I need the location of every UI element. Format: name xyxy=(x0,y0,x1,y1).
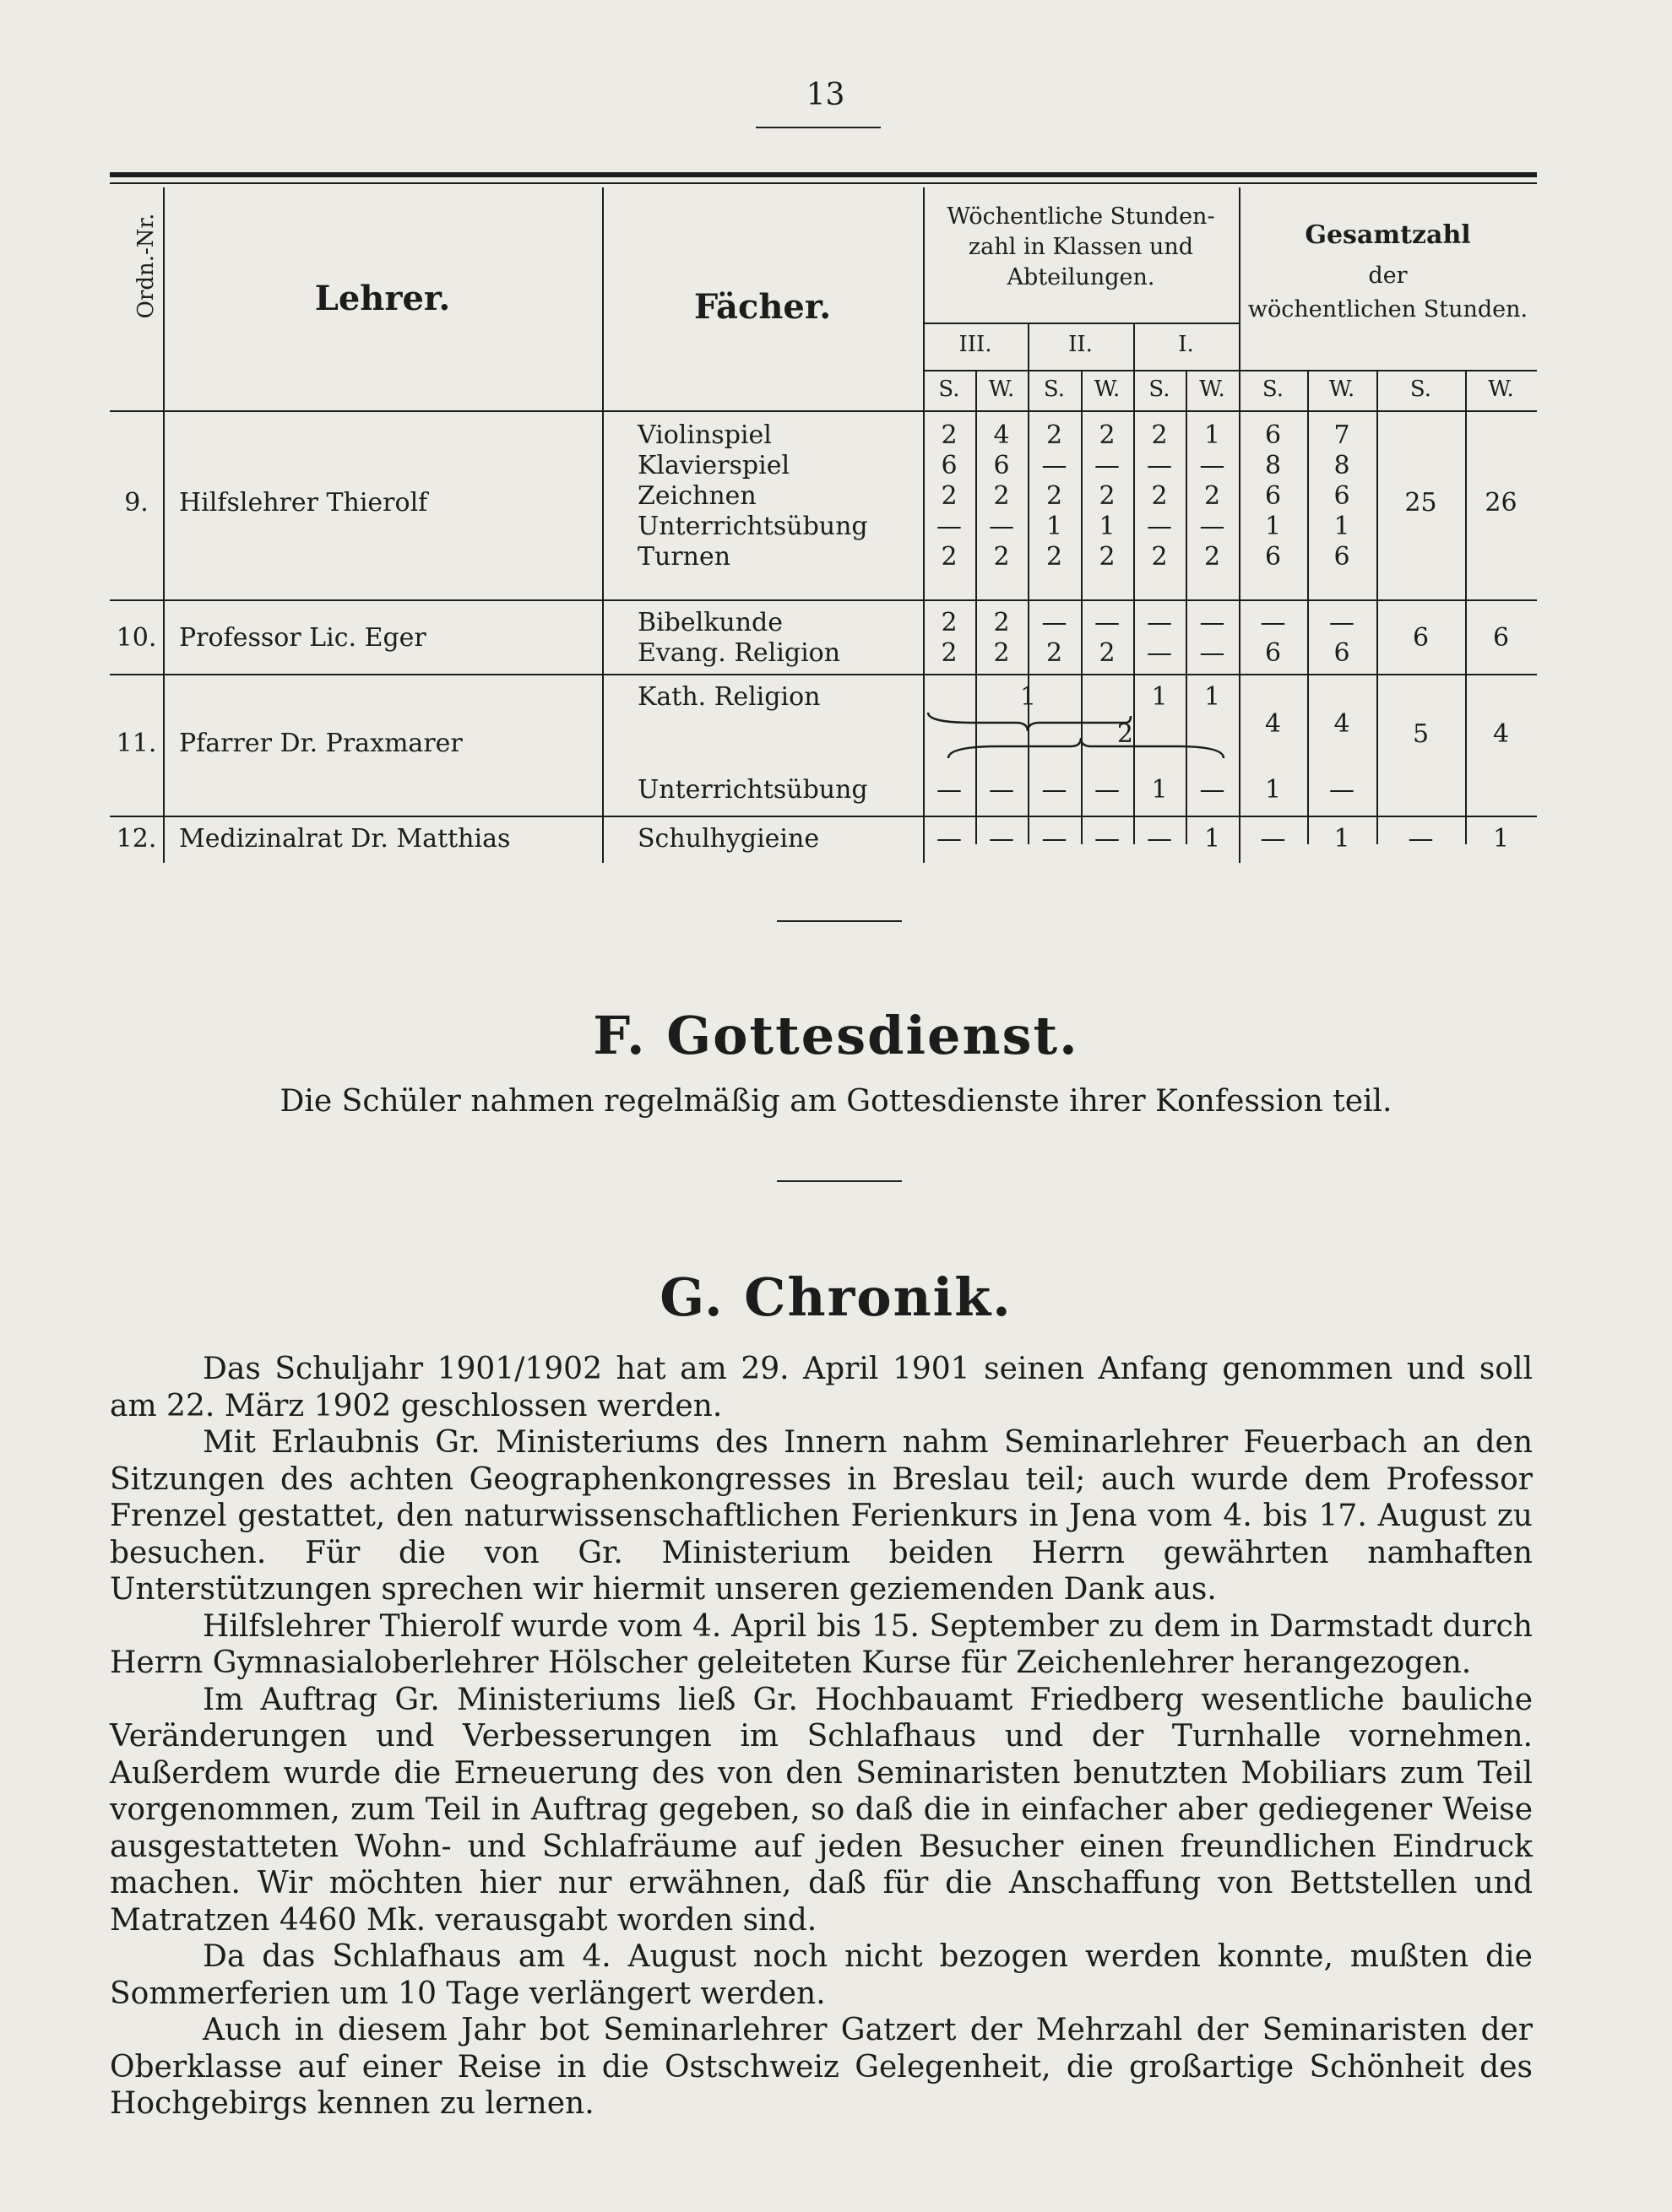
kath-i-w: 1 xyxy=(1203,682,1221,712)
hour-cell: — xyxy=(1199,512,1225,541)
sum-cell: 8 xyxy=(1333,451,1350,480)
hour-cell: 6 xyxy=(993,451,1010,480)
header-total-3: wöchentlichen Stunden. xyxy=(1247,296,1528,323)
sum-cell: 4 xyxy=(1333,709,1350,739)
row-subject: Klavierspiel xyxy=(638,451,790,480)
hour-cell: 2 xyxy=(1099,420,1116,450)
chronik-paragraph: Hilfslehrer Thierolf wurde vom 4. April bis 15. September zu dem in Darmstadt durch Herrn Gymnasialoberlehrer Hölscher geleiteten Kurse für Zeichenlehrer herangezogen. xyxy=(110,1608,1533,1680)
hour-cell: 1 xyxy=(1151,775,1168,805)
table-rule xyxy=(110,674,1537,675)
hour-cell: 6 xyxy=(941,451,958,480)
sum-cell: 6 xyxy=(1264,481,1282,511)
header-class-ii: II. xyxy=(1068,332,1093,357)
hour-cell: — xyxy=(1094,608,1120,637)
sum-cell: — xyxy=(1329,608,1354,637)
row-subject: Zeichnen xyxy=(638,481,757,511)
hour-cell: — xyxy=(1041,824,1067,854)
table-rule xyxy=(923,323,1239,324)
hour-cell: — xyxy=(936,512,962,541)
hour-cell: 1 xyxy=(1099,512,1116,541)
header-weekly-2: zahl in Klassen und xyxy=(968,234,1194,260)
chronik-text xyxy=(110,1351,1533,2123)
row-total-s: — xyxy=(1408,824,1434,854)
table-divider xyxy=(1376,370,1378,844)
hour-cell: 2 xyxy=(941,608,958,637)
header-w: W. xyxy=(1328,377,1355,402)
hour-cell: 2 xyxy=(993,542,1010,572)
hour-cell: 2 xyxy=(1151,481,1168,511)
row-number: 10. xyxy=(116,623,157,653)
row-total-w: 26 xyxy=(1485,488,1517,518)
sum-cell: — xyxy=(1260,608,1286,637)
hour-cell: 2 xyxy=(941,638,958,668)
sum-cell: 6 xyxy=(1264,420,1282,450)
row-teacher: Medizinalrat Dr. Matthias xyxy=(179,824,511,854)
table-divider xyxy=(1465,370,1467,844)
header-s: S. xyxy=(1043,377,1066,402)
header-w: W. xyxy=(988,377,1015,402)
hour-cell: 2 xyxy=(1045,481,1063,511)
row-total-w: 6 xyxy=(1492,623,1510,653)
table-top-rule-thin xyxy=(110,182,1537,184)
kath-i-s: 1 xyxy=(1151,682,1168,712)
section-f-text: Die Schüler nahmen regelmäßig am Gottesdienste ihrer Konfession teil. xyxy=(280,1084,1392,1119)
hour-cell: 2 xyxy=(1203,542,1221,572)
hour-cell: — xyxy=(1147,512,1172,541)
sum-cell: 6 xyxy=(1264,638,1282,668)
row-subject: Violinspiel xyxy=(638,420,772,450)
row-number: 9. xyxy=(124,488,149,518)
hour-cell: 2 xyxy=(1045,542,1063,572)
page-number-rule xyxy=(756,127,881,128)
row-subject: Evang. Religion xyxy=(638,638,841,668)
hour-cell: 2 xyxy=(1151,420,1168,450)
row-subject: Turnen xyxy=(638,542,731,572)
header-ordn: Ordn.-Nr. xyxy=(133,213,159,319)
row-subject: Unterrichtsübung xyxy=(638,512,868,541)
hour-cell: — xyxy=(1147,638,1172,668)
kath-iii-ii: 1 xyxy=(1019,682,1037,712)
page-number: 13 xyxy=(806,78,845,112)
row-total-s: 6 xyxy=(1412,623,1430,653)
hour-cell: — xyxy=(1094,824,1120,854)
sum-cell: 6 xyxy=(1264,542,1282,572)
row-subject: Kath. Religion xyxy=(638,682,821,712)
hour-cell: — xyxy=(989,512,1014,541)
header-faecher: Fächer. xyxy=(693,287,832,327)
hour-cell: — xyxy=(989,775,1014,805)
header-s: S. xyxy=(1262,377,1284,402)
hour-cell: 2 xyxy=(1203,481,1221,511)
row-total-w: 1 xyxy=(1492,824,1510,854)
hour-cell: 2 xyxy=(1151,542,1168,572)
row-subject: Bibelkunde xyxy=(638,608,783,637)
hour-cell: — xyxy=(1147,608,1172,637)
chronik-paragraph: Im Auftrag Gr. Ministeriums ließ Gr. Hochbauamt Friedberg wesentliche bauliche Veränderungen und Verbesserungen im Schlafhaus und der Turnhalle vornehmen. Außerdem wurde die Erneuerung des von den Seminaristen benutzten Mobiliars zum Teil vorgenommen, zum Teil in Auftrag gegeben, so daß die in einfacher aber gediegener Weise ausgestatteten Wohn- und Schlafräume auf jeden Besucher einen freundlichen Eindruck machen. Wir möchten hier nur erwähnen, daß für die Anschaffung von Bettstellen und Matratzen 4460 Mk. verausgabt worden sind. xyxy=(110,1682,1533,1938)
hour-cell: 2 xyxy=(993,481,1010,511)
row-total-w: 4 xyxy=(1492,719,1510,749)
header-lehrer: Lehrer. xyxy=(314,279,451,318)
hour-cell: 2 xyxy=(993,638,1010,668)
hour-cell: 1 xyxy=(1045,512,1063,541)
row-number: 12. xyxy=(116,824,157,854)
header-total-1: Gesamtzahl xyxy=(1305,220,1471,250)
sum-cell: 1 xyxy=(1264,775,1282,805)
hour-cell: 2 xyxy=(1099,638,1116,668)
hour-cell: 4 xyxy=(993,420,1010,450)
hour-cell: — xyxy=(1199,775,1225,805)
header-w: W. xyxy=(1094,377,1121,402)
section-g-title: G. Chronik. xyxy=(660,1266,1012,1328)
header-weekly-3: Abteilungen. xyxy=(1007,264,1155,290)
hour-cell: — xyxy=(1041,608,1067,637)
header-s: S. xyxy=(1148,377,1170,402)
hour-cell: 1 xyxy=(1203,824,1221,854)
hour-cell: — xyxy=(989,824,1014,854)
kath-both: 2 xyxy=(1116,719,1133,749)
teacher-hours-table xyxy=(110,169,1537,861)
header-class-i: I. xyxy=(1178,332,1194,357)
row-subject: Schulhygieine xyxy=(638,824,820,854)
hour-cell: — xyxy=(936,775,962,805)
sum-cell: 1 xyxy=(1333,824,1350,854)
sum-cell: 6 xyxy=(1333,481,1350,511)
hour-cell: — xyxy=(1147,451,1172,480)
section-rule xyxy=(777,920,902,922)
hour-cell: 2 xyxy=(1099,481,1116,511)
hour-cell: 2 xyxy=(1045,638,1063,668)
table-top-rule xyxy=(110,172,1537,177)
row-subject: Unterrichtsübung xyxy=(638,775,868,805)
sum-cell: 6 xyxy=(1333,542,1350,572)
chronik-paragraph: Auch in diesem Jahr bot Seminarlehrer Gatzert der Mehrzahl der Seminaristen der Oberklasse auf einer Reise in die Ostschweiz Gelegenheit, die großartige Schönheit des Hochgebirgs kennen zu lernen. xyxy=(110,2013,1533,2121)
hour-cell: — xyxy=(1199,608,1225,637)
row-teacher: Hilfslehrer Thierolf xyxy=(179,488,428,518)
hour-cell: 2 xyxy=(941,542,958,572)
sum-cell: — xyxy=(1260,824,1286,854)
row-number: 11. xyxy=(116,729,157,758)
sum-cell: 1 xyxy=(1264,512,1282,541)
hour-cell: 2 xyxy=(941,420,958,450)
sum-cell: 4 xyxy=(1264,709,1282,739)
sum-cell: 7 xyxy=(1333,420,1350,450)
chronik-paragraph: Da das Schlafhaus am 4. August noch nicht bezogen werden konnte, mußten die Sommerferien um 10 Tage verlängert werden. xyxy=(110,1939,1533,2011)
section-rule xyxy=(777,1180,902,1182)
hour-cell: — xyxy=(1199,638,1225,668)
row-total-s: 25 xyxy=(1404,488,1437,518)
hour-cell: — xyxy=(1147,824,1172,854)
section-f-title: F. Gottesdienst. xyxy=(593,1005,1079,1066)
hour-cell: 2 xyxy=(941,481,958,511)
hour-cell: — xyxy=(936,824,962,854)
table-rule xyxy=(110,816,1537,817)
sum-cell: 8 xyxy=(1264,451,1282,480)
sum-cell: — xyxy=(1329,775,1354,805)
header-weekly-1: Wöchentliche Stunden- xyxy=(947,203,1215,230)
hour-cell: 2 xyxy=(993,608,1010,637)
header-s: S. xyxy=(938,377,960,402)
hour-cell: — xyxy=(1094,451,1120,480)
table-rule xyxy=(110,599,1537,601)
header-class-iii: III. xyxy=(958,332,992,357)
hour-cell: 1 xyxy=(1203,420,1221,450)
hour-cell: — xyxy=(1041,451,1067,480)
sum-cell: 6 xyxy=(1333,638,1350,668)
header-total-2: der xyxy=(1368,263,1408,289)
hour-cell: — xyxy=(1199,451,1225,480)
sum-cell: 1 xyxy=(1333,512,1350,541)
chronik-paragraph: Das Schuljahr 1901/1902 hat am 29. April 1901 seinen Anfang genommen und soll am 22. März 1902 geschlossen werden. xyxy=(110,1352,1533,1423)
header-s: S. xyxy=(1409,377,1432,402)
chronik-paragraph: Mit Erlaubnis Gr. Ministeriums des Innern nahm Seminarlehrer Feuerbach an den Sitzungen des achten Geographenkongresses in Breslau teil; auch wurde dem Professor Frenzel gestattet, den naturwissenschaftlichen Ferienkurs in Jena vom 4. bis 17. August zu besuchen. Für die von Gr. Ministerium beiden Herrn gewährten namhaften Unterstützungen sprechen wir hiermit unseren geziemenden Dank aus. xyxy=(110,1425,1533,1607)
hour-cell: — xyxy=(1041,775,1067,805)
header-w: W. xyxy=(1199,377,1225,402)
row-total-s: 5 xyxy=(1412,719,1430,749)
row-teacher: Pfarrer Dr. Praxmarer xyxy=(179,729,463,758)
row-teacher: Professor Lic. Eger xyxy=(179,623,426,653)
header-w: W. xyxy=(1488,377,1514,402)
table-rule xyxy=(110,410,1537,412)
hour-cell: 2 xyxy=(1099,542,1116,572)
hour-cell: — xyxy=(1094,775,1120,805)
hour-cell: 2 xyxy=(1045,420,1063,450)
table-rule xyxy=(923,370,1537,371)
